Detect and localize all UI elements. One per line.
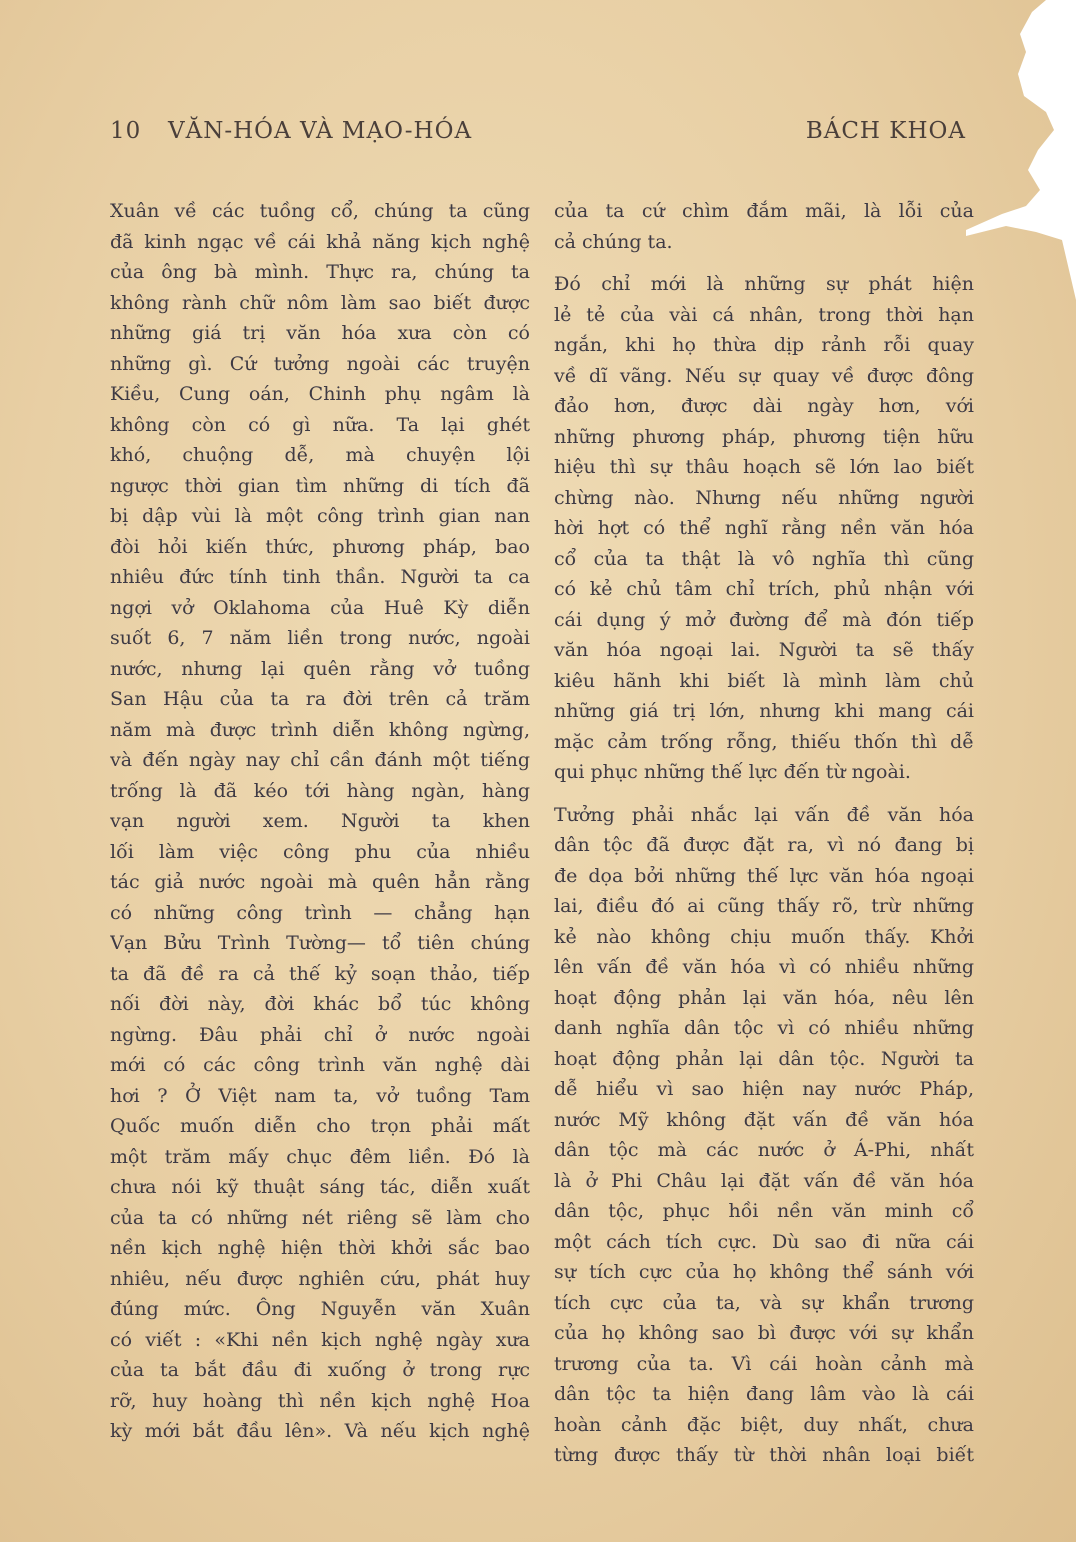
text-line: Tưởng phải nhắc lại vấn đề văn hóa <box>554 803 974 826</box>
text-line: hời hợt có thể nghĩ rằng nền văn hóa <box>554 517 974 539</box>
text-line: vạn người xem. Người ta khen <box>110 810 530 832</box>
text-line: từng được thấy từ thời nhân loại biết <box>554 1444 974 1466</box>
text-line: có viết : «Khi nền kịch nghệ ngày xưa <box>110 1328 530 1351</box>
text-line: Kiều, Cung oán, Chinh phụ ngâm là <box>110 383 530 405</box>
text-line: hoạt động phản lại văn hóa, nêu lên <box>554 986 974 1009</box>
text-line: nhiêu đức tính tinh thần. Người ta ca <box>110 566 530 588</box>
text-line: nối đời này, đời khác bổ túc không <box>110 993 530 1015</box>
text-line: tích cực của ta, và sự khẩn trương <box>554 1291 974 1314</box>
text-line: bị dập vùi là một công trình gian nan <box>110 505 530 527</box>
text-line: đòi hỏi kiến thức, phương pháp, bao <box>110 535 530 558</box>
text-line: suốt 6, 7 năm liền trong nước, ngoài <box>110 627 530 649</box>
text-line: dân tộc mà các nước ở Á-Phi, nhất <box>554 1139 974 1161</box>
text-line: cái dụng ý mở đường để mà đón tiếp <box>554 608 974 631</box>
page-number: 10 <box>110 118 142 144</box>
text-line: của họ không sao bì được với sự khẩn <box>554 1322 974 1344</box>
running-title: VĂN-HÓA VÀ MẠO-HÓA <box>168 118 473 144</box>
text-line: những giá trị lớn, nhưng khi mang cái <box>554 700 974 722</box>
text-line: cổ của ta thật là vô nghĩa thì cũng <box>554 547 974 570</box>
text-line: những phương pháp, phương tiện hữu <box>554 425 974 448</box>
text-line: đúng mức. Ông Nguyễn văn Xuân <box>110 1298 530 1320</box>
text-line: Vạn Bửu Trình Tường— tổ tiên chúng <box>110 932 530 954</box>
text-line: là ở Phi Châu lại đặt vấn đề văn hóa <box>554 1169 974 1192</box>
text-line: trương của ta. Vì cái hoàn cảnh mà <box>554 1352 974 1375</box>
text-line: của ta cứ chìm đắm mãi, là lỗi của <box>554 200 974 222</box>
text-line: khó, chuộng dễ, mà chuyện lội <box>110 444 530 466</box>
text-line: có những công trình — chẳng hạn <box>110 901 530 924</box>
text-line: ngừng. Đâu phải chỉ ở nước ngoài <box>110 1023 530 1046</box>
text-line: hoàn cảnh đặc biệt, duy nhất, chưa <box>554 1413 974 1436</box>
text-line: dân tộc, phục hồi nền văn minh cổ <box>554 1200 974 1222</box>
text-line: lẻ tẻ của vài cá nhân, trong thời hạn <box>554 303 974 326</box>
text-line: nước Mỹ không đặt vấn đề văn hóa <box>554 1108 974 1131</box>
text-line: chưa nói kỹ thuật sáng tác, diễn xuất <box>110 1176 530 1198</box>
text-line: kiêu hãnh khi biết là mình làm chủ <box>554 669 974 692</box>
text-line: mặc cảm trống rỗng, thiếu thốn thì dễ <box>554 730 974 753</box>
text-line: lối làm việc công phu của nhiều <box>110 840 530 863</box>
text-line: lên vấn đề văn hóa vì có nhiều những <box>554 956 974 978</box>
text-line: lai, điều đó ai cũng thấy rõ, trừ những <box>554 895 974 917</box>
text-line: một cách tích cực. Dù sao đi nữa cái <box>554 1230 974 1253</box>
text-line: của ta có những nét riêng sẽ làm cho <box>110 1206 530 1229</box>
text-line: những giá trị văn hóa xưa còn có <box>110 322 530 344</box>
text-line: những gì. Cứ tưởng ngoài các truyện <box>110 352 530 375</box>
text-line: dân tộc đã được đặt ra, vì nó đang bị <box>554 834 974 856</box>
text-line: sự tích cực của họ không thể sánh với <box>554 1261 974 1283</box>
text-line: ta đã đề ra cả thế kỷ soạn thảo, tiếp <box>110 962 530 985</box>
paragraph-gap <box>554 257 974 269</box>
text-line: của ta bắt đầu đi xuống ở trong rực <box>110 1359 530 1381</box>
text-line: của ông bà mình. Thực ra, chúng ta <box>110 261 530 283</box>
text-line: San Hậu của ta ra đời trên cả trăm <box>110 688 530 710</box>
text-line: hoạt động phản lại dân tộc. Người ta <box>554 1047 974 1070</box>
text-line: trống là đã kéo tới hàng ngàn, hàng <box>110 779 530 802</box>
page-header <box>110 118 966 154</box>
text-line: nhiêu, nếu được nghiên cứu, phát huy <box>110 1267 530 1290</box>
text-line: một trăm mấy chục đêm liền. Đó là <box>110 1145 530 1168</box>
text-line: có kẻ chủ tâm chỉ trích, phủ nhận với <box>554 578 974 600</box>
text-line: và đến ngày nay chỉ cần đánh một tiếng <box>110 749 530 771</box>
text-line: tác giả nước ngoài mà quên hẳn rằng <box>110 871 530 893</box>
text-line: kẻ nào không chịu muốn thấy. Khởi <box>554 925 974 948</box>
text-line: ngợi vở Oklahoma của Huê Kỳ diễn <box>110 596 530 619</box>
text-line: cả chúng ta. <box>554 230 673 253</box>
text-line: đã kinh ngạc về cái khả năng kịch nghệ <box>110 230 530 253</box>
text-line: không rành chữ nôm làm sao biết được <box>110 291 530 314</box>
text-line: dễ hiểu vì sao hiện nay nước Pháp, <box>554 1078 974 1100</box>
text-line: nền kịch nghệ hiện thời khởi sắc bao <box>110 1237 530 1259</box>
text-line: mới có các công trình văn nghệ dài <box>110 1054 530 1076</box>
torn-corner <box>966 0 1076 300</box>
text-line: năm mà được trình diễn không ngừng, <box>110 718 530 741</box>
text-line: rỡ, huy hoàng thì nền kịch nghệ Hoa <box>110 1389 530 1412</box>
text-line: ngược thời gian tìm những di tích đã <box>110 474 530 497</box>
text-line: đảo hơn, được dài ngày hơn, với <box>554 395 974 417</box>
text-line: văn hóa ngoại lai. Người ta sẽ thấy <box>554 639 974 661</box>
text-line: ngắn, khi họ thừa dịp rảnh rỗi quay <box>554 334 974 356</box>
text-line: dân tộc ta hiện đang lâm vào là cái <box>554 1383 974 1405</box>
text-line: chừng nào. Nhưng nếu những người <box>554 486 974 509</box>
text-line: Quốc muốn diễn cho trọn phải mất <box>110 1115 530 1137</box>
text-line: nước, nhưng lại quên rằng vở tuồng <box>110 657 530 680</box>
journal-name: BÁCH KHOA <box>805 118 966 144</box>
text-line: hơi ? Ở Việt nam ta, vở tuồng Tam <box>110 1084 530 1107</box>
text-line: đe dọa bởi những thế lực văn hóa ngoại <box>554 864 974 887</box>
text-line: kỳ mới bắt đầu lên». Và nếu kịch nghệ <box>110 1420 530 1442</box>
text-line: qui phục những thế lực đến từ ngoài. <box>554 761 911 783</box>
right-column <box>554 196 974 1471</box>
text-line: hiệu thì sự thâu hoạch sẽ lớn lao biết <box>554 456 974 478</box>
text-line: Đó chỉ mới là những sự phát hiện <box>554 273 974 295</box>
text-line: Xuân về các tuồng cổ, chúng ta cũng <box>110 200 530 222</box>
text-line: về dĩ vãng. Nếu sự quay về được đông <box>554 364 974 387</box>
left-column <box>110 196 530 1447</box>
paragraph-gap <box>554 788 974 800</box>
text-line: không còn có gì nữa. Ta lại ghét <box>110 413 530 436</box>
text-line: danh nghĩa dân tộc vì có nhiều những <box>554 1017 974 1039</box>
